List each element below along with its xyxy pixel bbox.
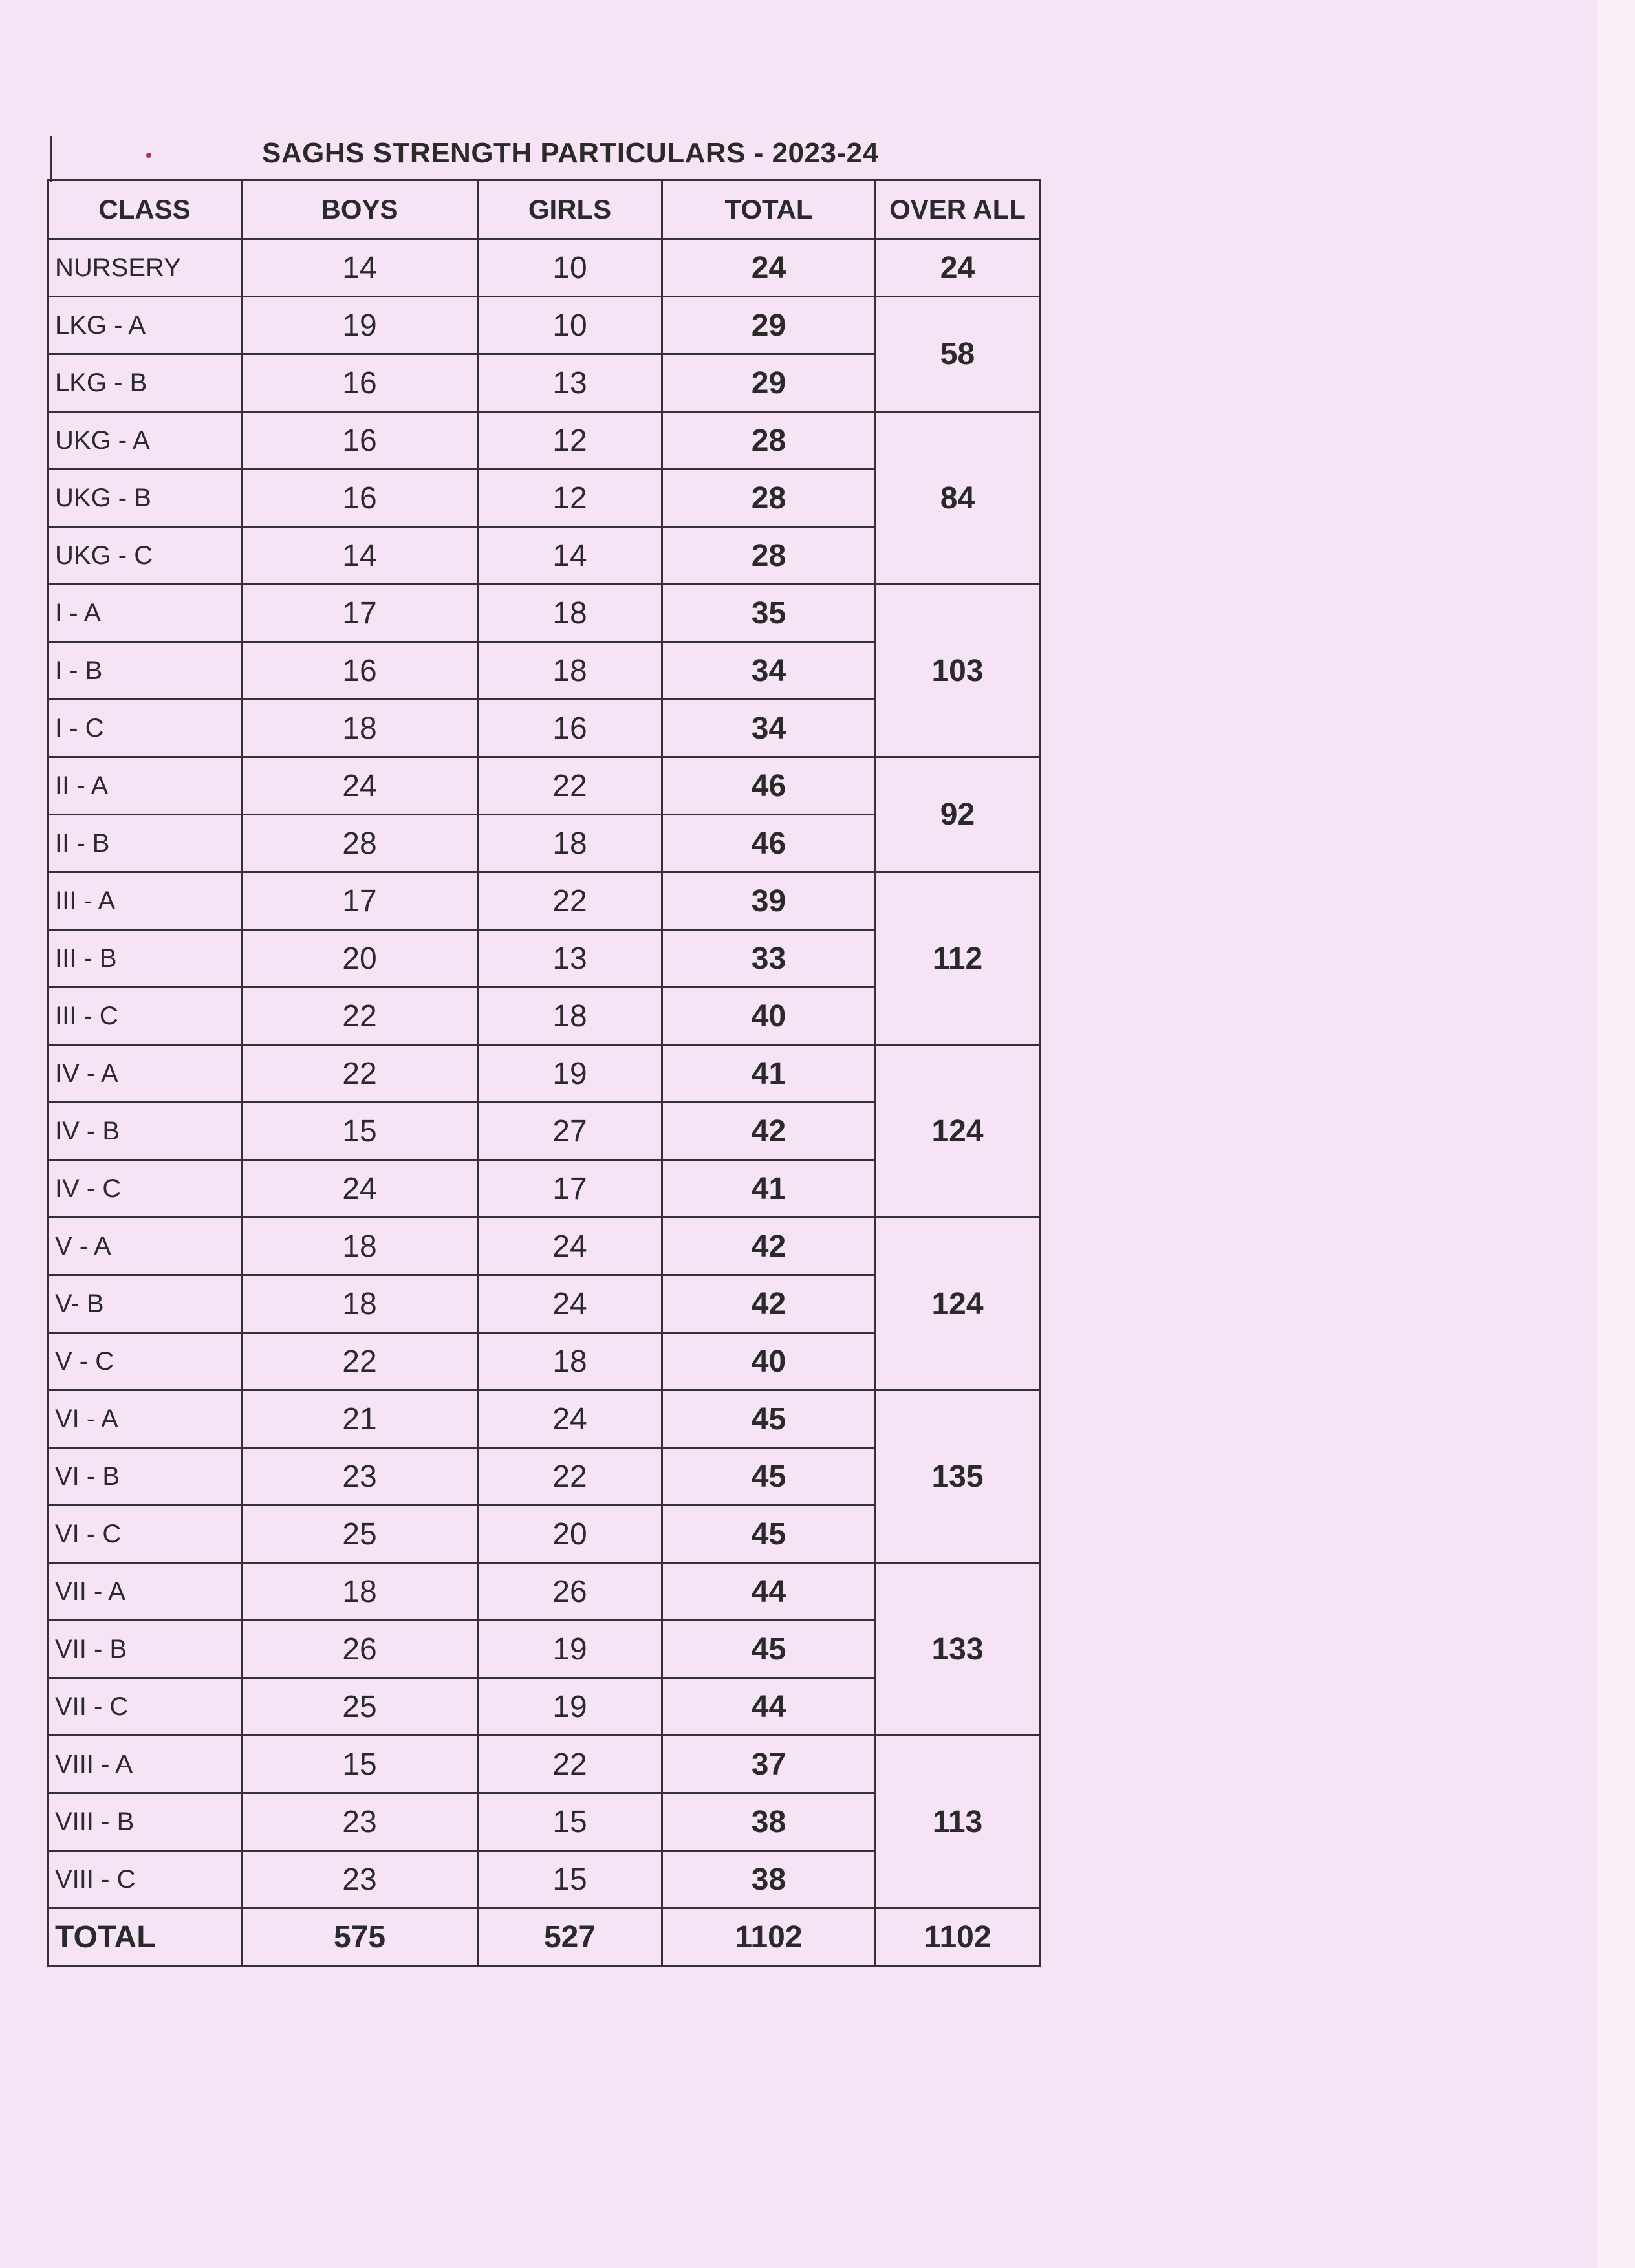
header-row — [48, 180, 1040, 239]
boys-cell: 21 — [242, 1390, 478, 1448]
class-cell: VII - B — [48, 1621, 242, 1678]
total-cell: 34 — [662, 700, 876, 757]
header-class: CLASS — [48, 180, 242, 239]
table-row — [48, 1218, 1040, 1275]
boys-cell: 19 — [242, 297, 478, 354]
total-cell: 46 — [662, 815, 876, 872]
scan-edge — [1597, 0, 1635, 2268]
boys-cell: 26 — [242, 1621, 478, 1678]
total-cell: 39 — [662, 872, 876, 930]
boys-cell: 23 — [242, 1851, 478, 1908]
table-body — [48, 239, 1040, 1908]
boys-cell: 22 — [242, 1333, 478, 1390]
total-cell: 45 — [662, 1506, 876, 1563]
class-cell: I - A — [48, 585, 242, 642]
total-overall: 1102 — [876, 1908, 1040, 1966]
total-cell: 41 — [662, 1045, 876, 1103]
girls-cell: 18 — [478, 1333, 662, 1390]
header-overall: OVER ALL — [876, 180, 1040, 239]
total-cell: 24 — [662, 239, 876, 297]
girls-cell: 22 — [478, 757, 662, 815]
boys-cell: 22 — [242, 988, 478, 1045]
class-cell: NURSERY — [48, 239, 242, 297]
total-cell: 33 — [662, 930, 876, 988]
girls-cell: 18 — [478, 988, 662, 1045]
boys-cell: 18 — [242, 1563, 478, 1621]
girls-cell: 14 — [478, 527, 662, 585]
boys-cell: 25 — [242, 1506, 478, 1563]
boys-cell: 16 — [242, 470, 478, 527]
girls-cell: 22 — [478, 872, 662, 930]
total-cell: 37 — [662, 1736, 876, 1793]
girls-cell: 18 — [478, 585, 662, 642]
table-row — [48, 1563, 1040, 1621]
overall-cell: 103 — [876, 585, 1040, 757]
girls-cell: 10 — [478, 297, 662, 354]
girls-cell: 19 — [478, 1678, 662, 1736]
boys-cell: 28 — [242, 815, 478, 872]
boys-cell: 16 — [242, 642, 478, 700]
boys-cell: 18 — [242, 1218, 478, 1275]
girls-cell: 24 — [478, 1218, 662, 1275]
total-cell: 41 — [662, 1160, 876, 1218]
boys-cell: 23 — [242, 1448, 478, 1506]
class-cell: V - A — [48, 1218, 242, 1275]
table-row — [48, 1736, 1040, 1793]
girls-cell: 15 — [478, 1793, 662, 1851]
class-cell: VII - C — [48, 1678, 242, 1736]
ink-speck — [146, 153, 151, 158]
class-cell: LKG - B — [48, 354, 242, 412]
class-cell: VIII - A — [48, 1736, 242, 1793]
class-cell: III - B — [48, 930, 242, 988]
boys-cell: 15 — [242, 1103, 478, 1160]
class-cell: III - C — [48, 988, 242, 1045]
boys-cell: 22 — [242, 1045, 478, 1103]
class-cell: I - B — [48, 642, 242, 700]
girls-cell: 24 — [478, 1275, 662, 1333]
girls-cell: 19 — [478, 1621, 662, 1678]
total-cell: 34 — [662, 642, 876, 700]
overall-cell: 133 — [876, 1563, 1040, 1736]
document-title: SAGHS STRENGTH PARTICULARS - 2023-24 — [262, 137, 879, 169]
table-row — [48, 872, 1040, 930]
class-cell: II - B — [48, 815, 242, 872]
total-cell: 46 — [662, 757, 876, 815]
class-cell: IV - C — [48, 1160, 242, 1218]
total-cell: 35 — [662, 585, 876, 642]
class-cell: III - A — [48, 872, 242, 930]
total-label: TOTAL — [48, 1908, 242, 1966]
overall-cell: 58 — [876, 297, 1040, 412]
total-cell: 42 — [662, 1218, 876, 1275]
total-cell: 28 — [662, 412, 876, 470]
girls-cell: 13 — [478, 930, 662, 988]
class-cell: V- B — [48, 1275, 242, 1333]
total-cell: 29 — [662, 297, 876, 354]
table-row — [48, 585, 1040, 642]
boys-cell: 18 — [242, 700, 478, 757]
girls-cell: 12 — [478, 470, 662, 527]
total-cell: 44 — [662, 1678, 876, 1736]
overall-cell: 84 — [876, 412, 1040, 585]
boys-cell: 17 — [242, 872, 478, 930]
class-cell: V - C — [48, 1333, 242, 1390]
girls-cell: 22 — [478, 1448, 662, 1506]
class-cell: VIII - C — [48, 1851, 242, 1908]
class-cell: UKG - C — [48, 527, 242, 585]
total-cell: 28 — [662, 470, 876, 527]
total-total: 1102 — [662, 1908, 876, 1966]
class-cell: I - C — [48, 700, 242, 757]
class-cell: VI - A — [48, 1390, 242, 1448]
total-cell: 40 — [662, 1333, 876, 1390]
class-cell: IV - A — [48, 1045, 242, 1103]
overall-cell: 124 — [876, 1218, 1040, 1390]
girls-cell: 20 — [478, 1506, 662, 1563]
girls-cell: 19 — [478, 1045, 662, 1103]
total-cell: 38 — [662, 1851, 876, 1908]
total-cell: 29 — [662, 354, 876, 412]
girls-cell: 26 — [478, 1563, 662, 1621]
class-cell: LKG - A — [48, 297, 242, 354]
header-girls: GIRLS — [478, 180, 662, 239]
table-row — [48, 1390, 1040, 1448]
overall-cell: 135 — [876, 1390, 1040, 1563]
table-row — [48, 239, 1040, 297]
header-boys: BOYS — [242, 180, 478, 239]
boys-cell: 24 — [242, 1160, 478, 1218]
boys-cell: 25 — [242, 1678, 478, 1736]
boys-cell: 17 — [242, 585, 478, 642]
strength-table — [47, 179, 1041, 1967]
class-cell: UKG - A — [48, 412, 242, 470]
overall-cell: 124 — [876, 1045, 1040, 1218]
boys-cell: 15 — [242, 1736, 478, 1793]
total-cell: 40 — [662, 988, 876, 1045]
overall-cell: 24 — [876, 239, 1040, 297]
total-cell: 45 — [662, 1448, 876, 1506]
total-girls: 527 — [478, 1908, 662, 1966]
boys-cell: 23 — [242, 1793, 478, 1851]
total-cell: 42 — [662, 1103, 876, 1160]
girls-cell: 10 — [478, 239, 662, 297]
class-cell: UKG - B — [48, 470, 242, 527]
table-row — [48, 757, 1040, 815]
header-total: TOTAL — [662, 180, 876, 239]
class-cell: VII - A — [48, 1563, 242, 1621]
total-cell: 45 — [662, 1621, 876, 1678]
boys-cell: 14 — [242, 527, 478, 585]
total-cell: 44 — [662, 1563, 876, 1621]
overall-cell: 112 — [876, 872, 1040, 1045]
overall-cell: 92 — [876, 757, 1040, 872]
class-cell: IV - B — [48, 1103, 242, 1160]
girls-cell: 18 — [478, 815, 662, 872]
table-row — [48, 297, 1040, 354]
total-cell: 28 — [662, 527, 876, 585]
girls-cell: 13 — [478, 354, 662, 412]
class-cell: VIII - B — [48, 1793, 242, 1851]
table-row — [48, 1045, 1040, 1103]
total-cell: 42 — [662, 1275, 876, 1333]
girls-cell: 17 — [478, 1160, 662, 1218]
girls-cell: 27 — [478, 1103, 662, 1160]
total-cell: 45 — [662, 1390, 876, 1448]
boys-cell: 18 — [242, 1275, 478, 1333]
total-cell: 38 — [662, 1793, 876, 1851]
boys-cell: 16 — [242, 412, 478, 470]
girls-cell: 16 — [478, 700, 662, 757]
total-boys: 575 — [242, 1908, 478, 1966]
girls-cell: 12 — [478, 412, 662, 470]
class-cell: VI - B — [48, 1448, 242, 1506]
girls-cell: 22 — [478, 1736, 662, 1793]
boys-cell: 24 — [242, 757, 478, 815]
class-cell: II - A — [48, 757, 242, 815]
girls-cell: 24 — [478, 1390, 662, 1448]
girls-cell: 18 — [478, 642, 662, 700]
girls-cell: 15 — [478, 1851, 662, 1908]
total-row — [48, 1908, 1040, 1966]
boys-cell: 16 — [242, 354, 478, 412]
boys-cell: 14 — [242, 239, 478, 297]
title-left-rule — [50, 136, 52, 182]
boys-cell: 20 — [242, 930, 478, 988]
class-cell: VI - C — [48, 1506, 242, 1563]
table-row — [48, 412, 1040, 470]
overall-cell: 113 — [876, 1736, 1040, 1908]
